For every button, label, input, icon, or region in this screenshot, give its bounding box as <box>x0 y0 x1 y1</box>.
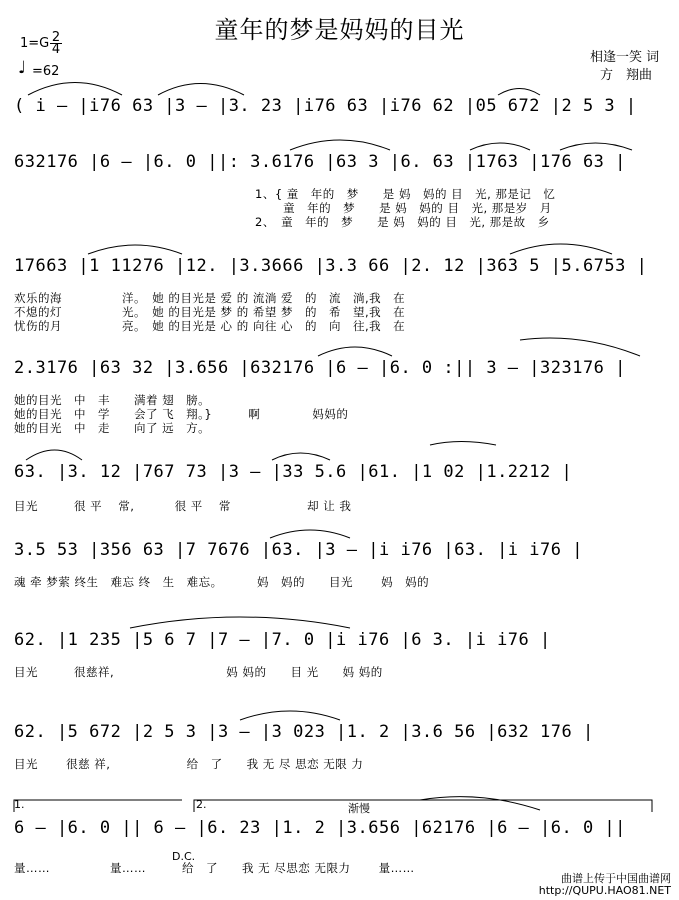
slur <box>498 89 540 96</box>
lyric-line: 量…… 量…… 给 了 我 无 尽思恋 无限力 量…… <box>14 861 415 875</box>
notation-row-2: 632176 |6 – |6. 0 ||: 3.6176 |63 3 |6. 63 |1763 |176 63 | <box>14 152 626 172</box>
tempo-change-mark: 渐慢 <box>348 802 370 815</box>
quarter-note-icon: ♩ <box>18 58 27 78</box>
lyric-line: 她的目光 中 丰 满着 翅 膀。 <box>14 393 211 407</box>
footer-site-text: 曲谱上传于中国曲谱网 <box>561 872 671 885</box>
footer-url-text: http://QUPU.HAO81.NET <box>538 884 671 897</box>
slur <box>430 442 496 446</box>
lyric-line: 欢乐的海 洋。 她 的目光是 爱 的 流淌 爱 的 流 淌,我 在 <box>14 291 406 305</box>
lyric-line: 目光 很慈祥, 妈 妈的 目 光 妈 妈的 <box>14 665 383 679</box>
footer-watermark <box>539 873 671 897</box>
slur <box>560 143 632 150</box>
notation-row-6: 3.5 53 |356 63 |7 7676 |63. |3 – |i i76 |63. |i i76 | <box>14 540 583 560</box>
lyric-line: 1、{ 童 年的 梦 是 妈 妈的 目 光, 那是记 忆 <box>255 187 556 201</box>
volta-2-label: 2. <box>196 798 207 811</box>
slur <box>28 83 122 96</box>
notation-row-5: 63. |3. 12 |767 73 |3 – |33 5.6 |61. |1 02 |1.2212 | <box>14 462 573 482</box>
notation-row-7: 62. |1 235 |5 6 7 |7 – |7. 0 |i i76 |6 3. |i i76 | <box>14 630 551 650</box>
slur <box>26 450 82 460</box>
slur <box>318 347 392 356</box>
lyric-line: 童 年的 梦 是 妈 妈的 目 光, 那是岁 月 <box>255 201 552 215</box>
notation-row-3: 17663 |1 11276 |12. |3.3666 |3.3 66 |2. 12 |363 5 |5.6753 | <box>14 256 648 276</box>
volta-2-bracket <box>194 800 652 812</box>
notation-row-8: 62. |5 672 |2 5 3 |3 – |3 023 |1. 2 |3.6 56 |632 176 | <box>14 722 594 742</box>
slur <box>240 711 340 720</box>
dc-marking: D.C. <box>172 850 196 863</box>
notation-row-9: 6 – |6. 0 || 6 – |6. 23 |1. 2 |3.656 |62176 |6 – |6. 0 || <box>14 818 626 838</box>
slur <box>420 797 540 810</box>
time-signature-top: 2 <box>51 30 61 45</box>
lyric-line: 目光 很 平 常, 很 平 常 却 让 我 <box>14 499 352 513</box>
lyricist-credit: 相逢一笑 词 <box>590 50 660 65</box>
lyric-line: 目光 很慈 祥, 给 了 我 无 尽 思恋 无限 力 <box>14 757 364 771</box>
lyric-line: 2、 童 年的 梦 是 妈 妈的 目 光, 那是故 乡 <box>255 215 550 229</box>
lyric-line: 忧伤的月 亮。 她 的目光是 心 的 向往 心 的 向 往,我 在 <box>14 319 406 333</box>
page-title: 童年的梦是妈妈的目光 <box>214 16 465 44</box>
slur <box>290 140 390 150</box>
time-signature-bottom: 4 <box>51 42 61 57</box>
lyric-line: 魂 牵 梦萦 终生 难忘 终 生 难忘。 妈 妈的 目光 妈 妈的 <box>14 575 430 589</box>
slur <box>130 617 350 628</box>
volta-1-label: 1. <box>14 798 25 811</box>
slur <box>88 245 182 254</box>
slur <box>520 338 640 356</box>
notation-row-1: ( i – |i76 63 |3 – |3. 23 |i76 63 |i76 62 |05 672 |2 5 3 | <box>14 96 637 116</box>
slur <box>270 530 350 538</box>
slur <box>470 143 530 150</box>
slur <box>272 453 330 460</box>
lyric-line: 她的目光 中 学 会了 飞 翔。} 啊 妈妈的 <box>14 407 349 421</box>
slur <box>510 244 612 254</box>
lyric-line: 她的目光 中 走 向了 远 方。 <box>14 421 211 435</box>
slur <box>158 84 244 96</box>
volta-1-bracket <box>14 800 182 812</box>
lyric-line: 不熄的灯 光。 她 的目光是 梦 的 希望 梦 的 希 望,我 在 <box>14 305 406 319</box>
notation-row-4: 2.3176 |63 32 |3.656 |632176 |6 – |6. 0 :|| 3 – |323176 | <box>14 358 626 378</box>
tempo-marking: =62 <box>32 64 60 79</box>
composer-credit: 方 翔曲 <box>600 68 653 83</box>
key-signature: 1=G <box>20 36 50 51</box>
